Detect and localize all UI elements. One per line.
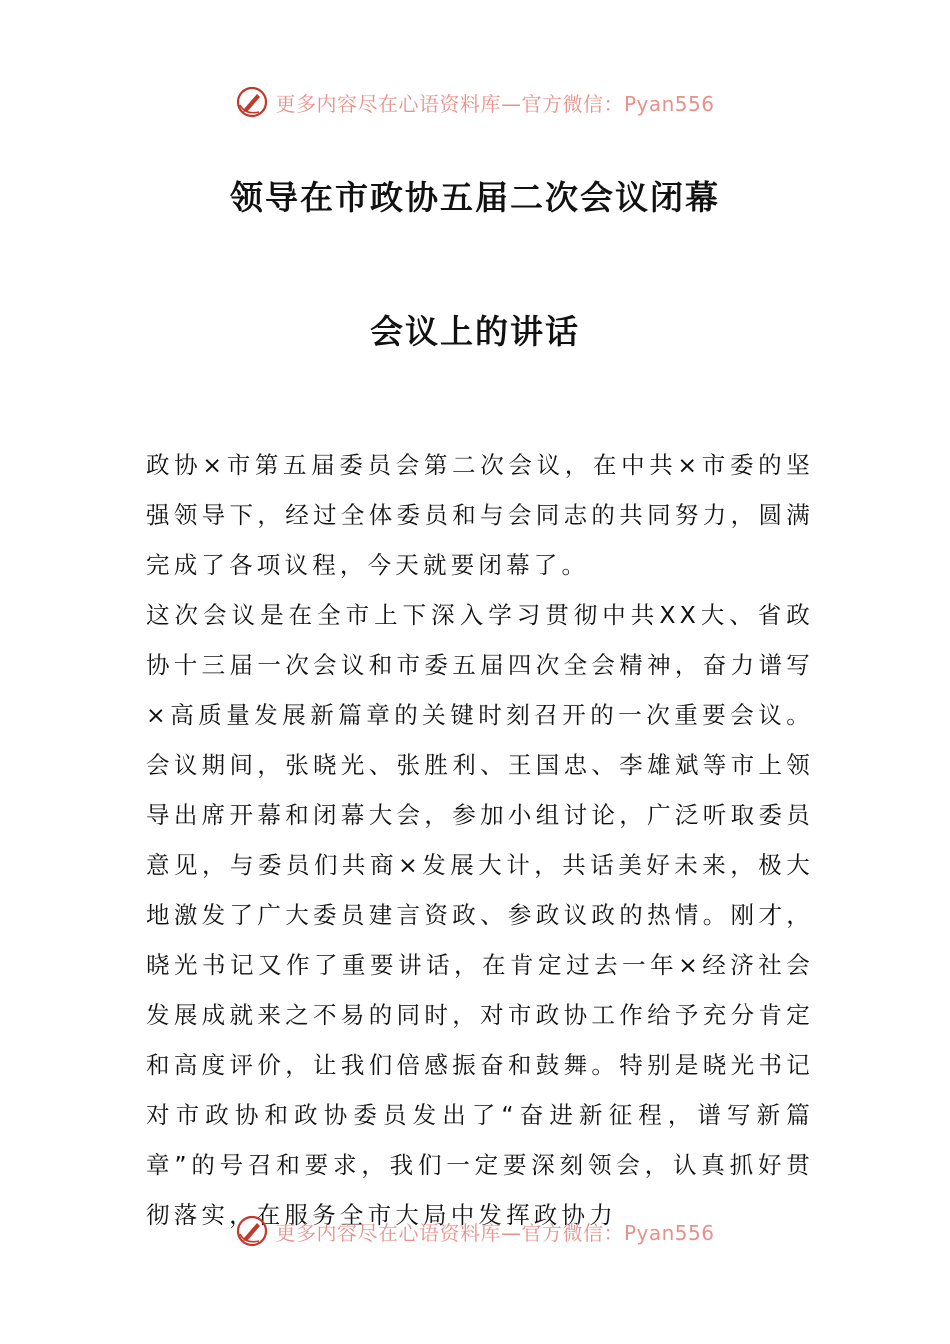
watermark-banner-bottom [0, 1211, 950, 1251]
document-title-line1: 领导在市政协五届二次会议闭幕 [230, 178, 720, 217]
paragraph: 这次会议是在全市上下深入学习贯彻中共XX大、省政协十三届一次会议和市委五届四次全会精神，奋力谱写×高质量发展新篇章的关键时刻召开的一次重要会议。会议期间，张晓光、张胜利、王国忠、李雄斌等市上领导出席开幕和闭幕大会，参加小组讨论，广泛听取委员意见，与委员们共商×发展大计，共话美好未来，极大地激发了广大委员建言资政、参政议政的热情。刚才，晓光书记又作了重要讲话，在肯定过去一年×经济社会发展成就来之不易的同时，对市政协工作给予充分肯定和高度评价，让我们倍感振奋和鼓舞。特别是晓光书记对市政协和政协委员发出了“奋进新征程，谱写新篇章”的号召和要求，我们一定要深刻领会，认真抓好贯彻落实，在服务全市大局中发挥政协力 [146, 601, 814, 1229]
watermark-text: 更多内容尽在心语资料库—官方微信：Pyan556 [275, 1220, 715, 1245]
document-title-line2: 会议上的讲话 [370, 312, 580, 351]
document-body [146, 440, 814, 1240]
paragraph: 政协×市第五届委员会第二次会议，在中共×市委的坚强领导下，经过全体委员和与会同志的共同努力，圆满完成了各项议程，今天就要闭幕了。 [146, 451, 814, 579]
watermark-text: 更多内容尽在心语资料库—官方微信：Pyan556 [275, 91, 715, 116]
pen-logo-icon [235, 1214, 269, 1248]
watermark-banner-top [0, 82, 950, 122]
pen-logo-icon [235, 85, 269, 119]
